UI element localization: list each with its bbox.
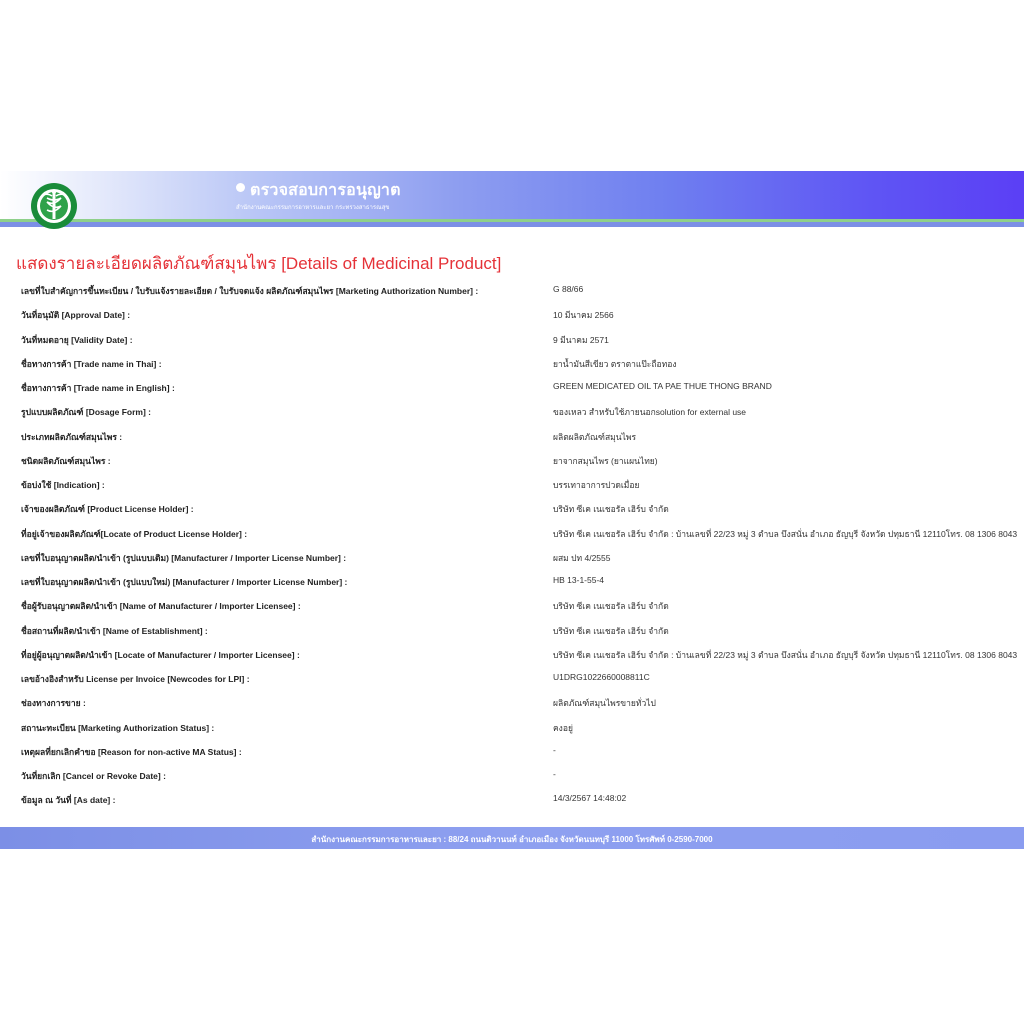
detail-label: วันที่ยกเลิก [Cancel or Revoke Date] : bbox=[21, 771, 166, 781]
detail-row bbox=[0, 302, 1024, 326]
detail-row bbox=[0, 278, 1024, 302]
detail-row bbox=[0, 496, 1024, 520]
detail-row bbox=[0, 569, 1024, 593]
detail-label: ช่องทางการขาย : bbox=[21, 698, 86, 709]
detail-value: 9 มีนาคม 2571 bbox=[553, 334, 609, 345]
detail-value: - bbox=[553, 744, 556, 755]
detail-row bbox=[0, 521, 1024, 545]
detail-value: ของเหลว สำหรับใช้ภายนอกsolution for external use bbox=[553, 407, 747, 418]
site-subtitle: สำนักงานคณะกรรมการอาหารและยา กระทรวงสาธารณสุข bbox=[236, 204, 390, 211]
detail-value: บริษัท ซีเค เนเชอรัล เฮิร์บ จำกัด : บ้านเลขที่ 22/23 หมู่ 3 ตำบล บึงสนั่น อำเภอ ธัญบุรี จังหวัด ปทุมธานี 12110โทร. 08 1306 8043 bbox=[553, 649, 1018, 660]
detail-value: G 88/66 bbox=[553, 284, 584, 294]
ministry-logo[interactable] bbox=[25, 180, 83, 230]
detail-label: ชื่อทางการค้า [Trade name in English] : bbox=[21, 383, 175, 393]
detail-row bbox=[0, 545, 1024, 569]
detail-row bbox=[0, 327, 1024, 351]
detail-label: ข้อมูล ณ วันที่ [As date] : bbox=[21, 795, 116, 806]
detail-value: บริษัท ซีเค เนเชอรัล เฮิร์บ จำกัด bbox=[553, 504, 669, 515]
detail-label: รูปแบบผลิตภัณฑ์ [Dosage Form] : bbox=[21, 407, 152, 418]
detail-label: เลขที่ใบอนุญาตผลิต/นำเข้า (รูปแบบเดิม) [Manufacturer / Importer License Number] : bbox=[21, 552, 347, 563]
detail-value: ผลิตผลิตภัณฑ์สมุนไพร bbox=[553, 431, 637, 442]
detail-label: ประเภทผลิตภัณฑ์สมุนไพร : bbox=[21, 431, 123, 442]
detail-value: U1DRG1022660008811C bbox=[553, 672, 650, 682]
detail-label: ที่อยู่ผู้อนุญาตผลิต/นำเข้า [Locate of Manufacturer / Importer Licensee] : bbox=[21, 649, 300, 660]
detail-label: ชนิดผลิตภัณฑ์สมุนไพร : bbox=[21, 455, 111, 466]
detail-value: บริษัท ซีเค เนเชอรัล เฮิร์บ จำกัด : บ้านเลขที่ 22/23 หมู่ 3 ตำบล บึงสนั่น อำเภอ ธัญบุรี จังหวัด ปทุมธานี 12110โทร. 08 1306 8043 bbox=[553, 528, 1018, 539]
detail-row bbox=[0, 715, 1024, 739]
detail-value: ยาน้ำมันสีเขียว ตราตาแป๊ะถือทอง bbox=[553, 358, 677, 369]
detail-row bbox=[0, 448, 1024, 472]
detail-label: ที่อยู่เจ้าของผลิตภัณฑ์[Locate of Product License Holder] : bbox=[21, 528, 248, 539]
detail-label: เลขที่ใบสำคัญการขึ้นทะเบียน / ใบรับแจ้งรายละเอียด / ใบรับจดแจ้ง ผลิตภัณฑ์สมุนไพร [Marketing Authorization Number] : bbox=[21, 286, 479, 296]
detail-label: ชื่อสถานที่ผลิต/นำเข้า [Name of Establishment] : bbox=[21, 625, 208, 636]
detail-value: บรรเทาอาการปวดเมื่อย bbox=[553, 480, 640, 490]
detail-row bbox=[0, 593, 1024, 617]
detail-row bbox=[0, 690, 1024, 714]
banner-bottom-strip bbox=[0, 222, 1024, 227]
detail-label: ชื่อทางการค้า [Trade name in Thai] : bbox=[21, 358, 162, 369]
detail-label: เลขอ้างอิงสำหรับ License per Invoice [Newcodes for LPI] : bbox=[21, 674, 250, 684]
detail-value: - bbox=[553, 769, 556, 779]
title-bullet-icon bbox=[236, 183, 245, 192]
site-title[interactable]: ตรวจสอบการอนุญาต bbox=[250, 180, 401, 199]
detail-label: วันที่อนุมัติ [Approval Date] : bbox=[21, 310, 131, 321]
detail-value: HB 13-1-55-4 bbox=[553, 575, 605, 585]
detail-row bbox=[0, 642, 1024, 666]
detail-label: สถานะทะเบียน [Marketing Authorization Status] : bbox=[21, 722, 215, 733]
detail-label: ข้อบ่งใช้ [Indication] : bbox=[21, 480, 105, 490]
detail-row bbox=[0, 399, 1024, 423]
detail-row bbox=[0, 666, 1024, 690]
detail-row bbox=[0, 739, 1024, 763]
detail-row bbox=[0, 424, 1024, 448]
detail-value: บริษัท ซีเค เนเชอรัล เฮิร์บ จำกัด bbox=[553, 625, 669, 636]
footer-address: สำนักงานคณะกรรมการอาหารและยา : 88/24 ถนนติวานนท์ อำเภอเมือง จังหวัดนนทบุรี 11000 โทรศัพท์ 0-2590-7000 bbox=[311, 835, 713, 844]
detail-label: ชื่อผู้รับอนุญาตผลิต/นำเข้า [Name of Manufacturer / Importer Licensee] : bbox=[21, 601, 301, 612]
page-title: แสดงรายละเอียดผลิตภัณฑ์สมุนไพร [Details of Medicinal Product] bbox=[16, 254, 502, 273]
site-footer bbox=[0, 827, 1024, 849]
detail-value: ยาจากสมุนไพร (ยาแผนไทย) bbox=[553, 455, 658, 466]
detail-value: ผสม ปท 4/2555 bbox=[553, 552, 611, 563]
detail-value: คงอยู่ bbox=[553, 722, 573, 733]
detail-row bbox=[0, 618, 1024, 642]
detail-value: 10 มีนาคม 2566 bbox=[553, 310, 614, 321]
detail-row bbox=[0, 472, 1024, 496]
ministry-seal-icon bbox=[25, 180, 83, 230]
detail-value: 14/3/2567 14:48:02 bbox=[553, 793, 627, 804]
detail-label: เจ้าของผลิตภัณฑ์ [Product License Holder] : bbox=[21, 504, 194, 515]
detail-value: บริษัท ซีเค เนเชอรัล เฮิร์บ จำกัด bbox=[553, 601, 669, 612]
detail-value: GREEN MEDICATED OIL TA PAE THUE THONG BRAND bbox=[553, 381, 772, 391]
detail-label: วันที่หมดอายุ [Validity Date] : bbox=[21, 334, 133, 345]
detail-label: เหตุผลที่ยกเลิกคำขอ [Reason for non-active MA Status] : bbox=[21, 746, 242, 757]
detail-row bbox=[0, 787, 1024, 811]
site-title-group bbox=[236, 178, 401, 203]
detail-row bbox=[0, 351, 1024, 375]
detail-row bbox=[0, 375, 1024, 399]
detail-value: ผลิตภัณฑ์สมุนไพรขายทั่วไป bbox=[553, 698, 656, 709]
detail-row bbox=[0, 763, 1024, 787]
detail-label: เลขที่ใบอนุญาตผลิต/นำเข้า (รูปแบบใหม่) [Manufacturer / Importer License Number] : bbox=[21, 577, 348, 587]
